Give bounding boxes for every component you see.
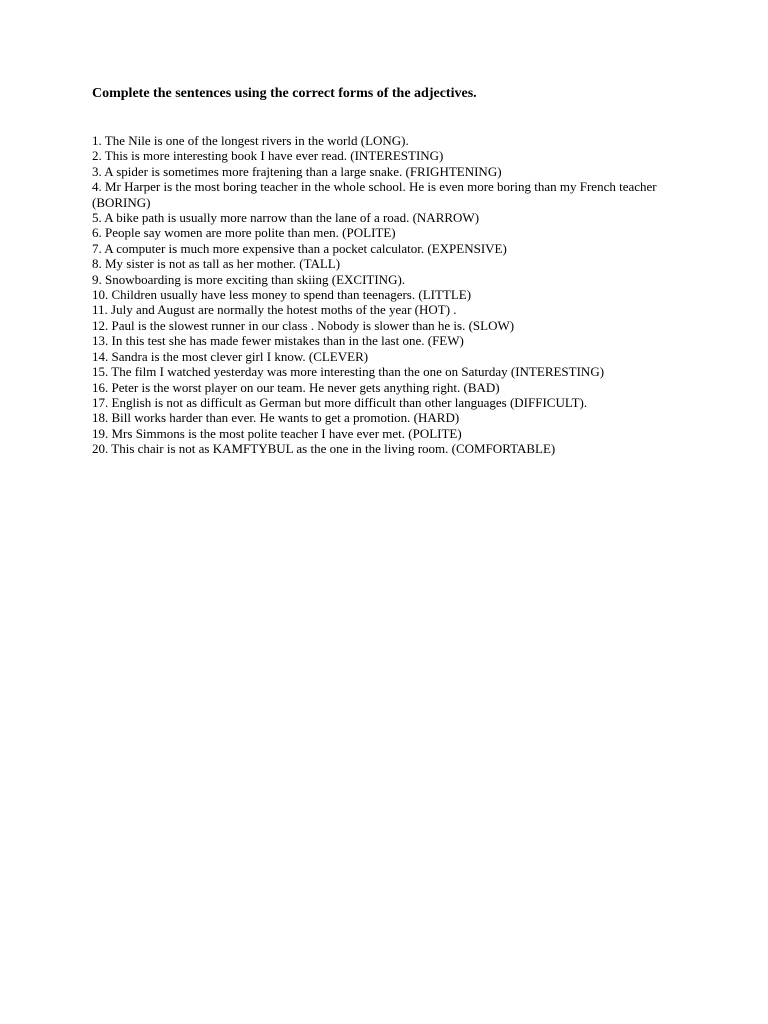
sentence-item: 20. This chair is not as KAMFTYBUL as the one in the living room. (COMFORTABLE) (92, 441, 556, 457)
sentence-item: 12. Paul is the slowest runner in our class . Nobody is slower than he is. (SLOW) (92, 317, 515, 333)
sentence-item: 7. A computer is much more expensive than a pocket calculator. (EXPENSIVE) (92, 240, 507, 256)
sentence-item: 15. The film I watched yesterday was more interesting than the one on Saturday (INTERESTING) (92, 364, 605, 380)
sentence-item: 17. English is not as difficult as German but more difficult than other languages (DIFFICULT). (92, 394, 588, 410)
worksheet-title: Complete the sentences using the correct forms of the adjectives. (92, 86, 477, 101)
sentence-item: 19. Mrs Simmons is the most polite teacher I have ever met. (POLITE) (92, 425, 462, 441)
sentence-item: 18. Bill works harder than ever. He wants to get a promotion. (HARD) (92, 410, 460, 426)
sentence-item: 1. The Nile is one of the longest rivers in the world (LONG). (92, 133, 409, 148)
sentence-item: 11. July and August are normally the hotest moths of the year (HOT) . (92, 302, 457, 318)
sentence-item: 10. Children usually have less money to spend than teenagers. (LITTLE) (92, 287, 472, 303)
sentence-item: 16. Peter is the worst player on our team. He never gets anything right. (BAD) (92, 379, 500, 395)
sentence-list (92, 133, 682, 457)
sentence-item: 4. Mr Harper is the most boring teacher in the whole school. He is even more boring than my French teacher (BORING) (92, 179, 657, 210)
sentence-item: 3. A spider is sometimes more frajtening than a large snake. (FRIGHTENING) (92, 163, 502, 179)
sentence-item: 5. A bike path is usually more narrow than the lane of a road. (NARROW) (92, 210, 480, 226)
sentence-item: 9. Snowboarding is more exciting than skiing (EXCITING). (92, 271, 406, 287)
sentence-item: 2. This is more interesting book I have ever read. (INTERESTING) (92, 148, 444, 164)
sentence-item: 8. My sister is not as tall as her mother. (TALL) (92, 256, 341, 272)
sentence-item: 13. In this test she has made fewer mistakes than in the last one. (FEW) (92, 333, 464, 349)
sentence-item: 6. People say women are more polite than men. (POLITE) (92, 225, 396, 241)
sentence-item: 14. Sandra is the most clever girl I know. (CLEVER) (92, 348, 369, 364)
